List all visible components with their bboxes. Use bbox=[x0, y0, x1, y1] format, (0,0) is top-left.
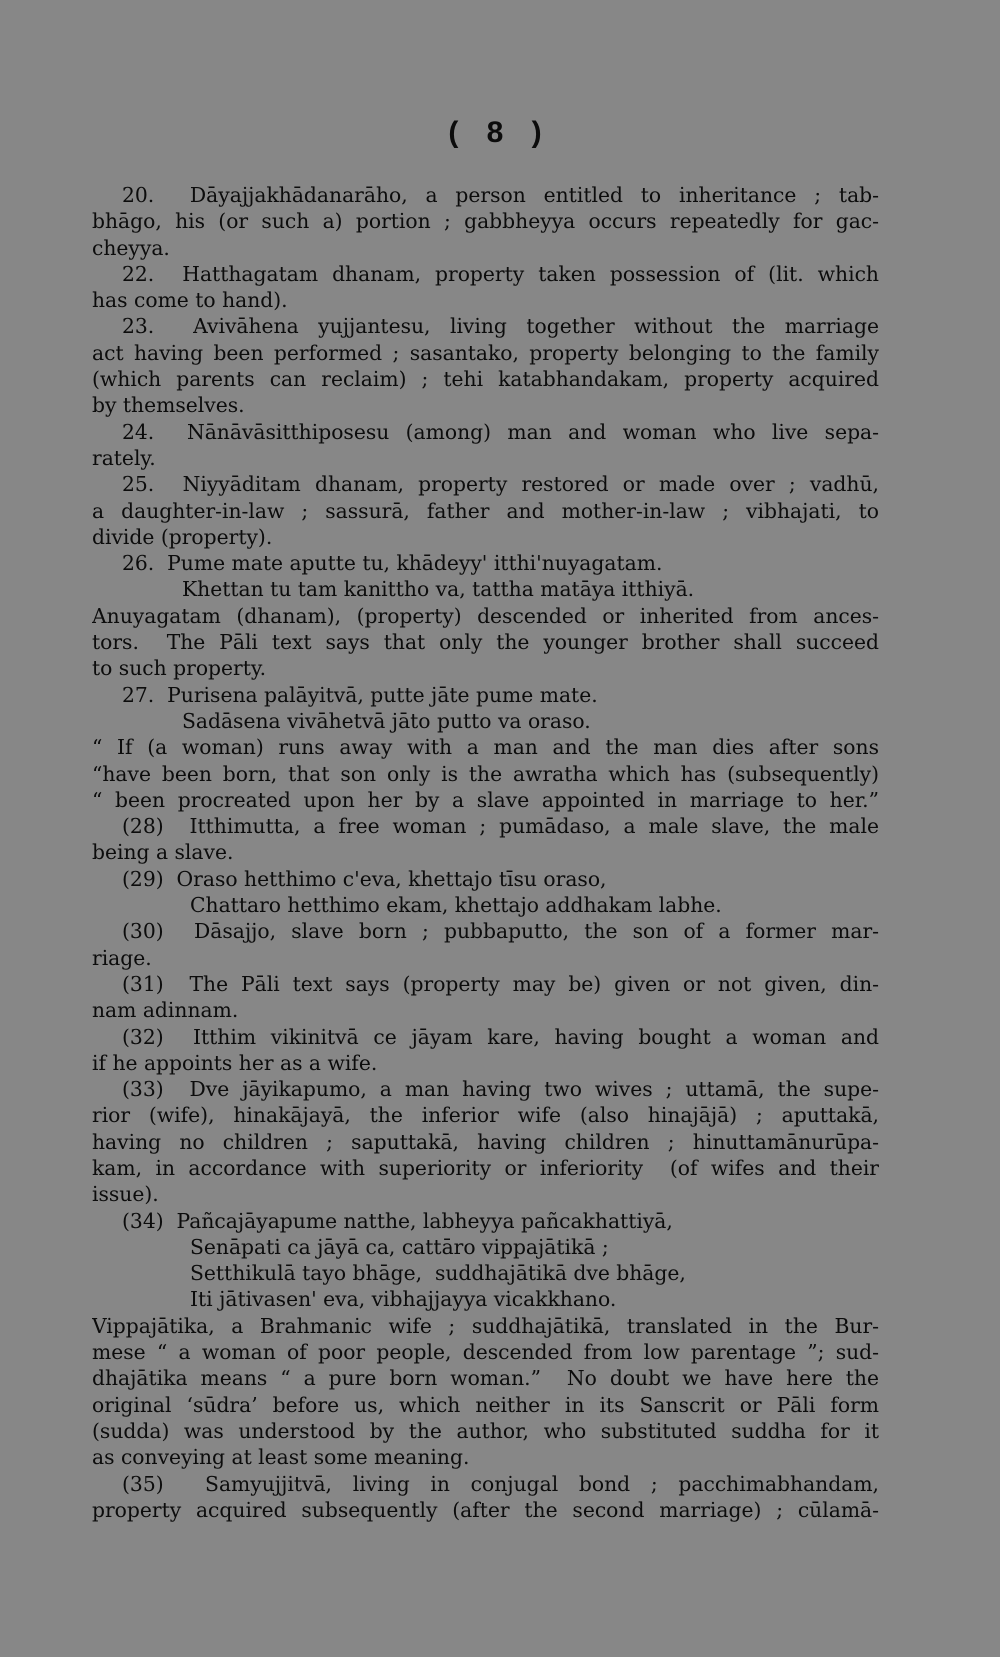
text-line: tors. The Pāli text says that only the younger brother shall succeed bbox=[92, 630, 879, 655]
text-line: act having been performed ; sasantako, property belonging to the family bbox=[92, 340, 879, 365]
text-line: (30) Dāsajjo, slave born ; pubbaputto, the son of a former mar- bbox=[122, 919, 879, 944]
text-line: Chattaro hetthimo ekam, khettajo addhakam labhe. bbox=[190, 893, 722, 918]
text-line: (sudda) was understood by the author, who substituted suddha for it bbox=[92, 1418, 879, 1443]
text-line: Sadāsena vivāhetvā jāto putto va oraso. bbox=[182, 708, 591, 733]
text-line: “ If (a woman) runs away with a man and the man dies after sons bbox=[92, 735, 879, 760]
text-line: (29) Oraso hetthimo c'eva, khettajo tīsu oraso, bbox=[122, 866, 607, 891]
text-line: Anuyagatam (dhanam), (property) descended or inherited from ances- bbox=[92, 603, 879, 628]
text-line: mese “ a woman of poor people, descended from low parentage ”; sud- bbox=[92, 1340, 879, 1365]
text-line: 23. Avivāhena yujjantesu, living together without the marriage bbox=[122, 314, 879, 339]
body-text bbox=[92, 182, 879, 1523]
text-line: 22. Hatthagatam dhanam, property taken possession of (lit. which bbox=[122, 261, 879, 286]
text-line: property acquired subsequently (after the second marriage) ; cūlamā- bbox=[92, 1497, 879, 1522]
text-line: 25. Niyyāditam dhanam, property restored or made over ; vadhū, bbox=[122, 472, 879, 497]
text-line: (33) Dve jāyikapumo, a man having two wives ; uttamā, the supe- bbox=[122, 1077, 879, 1102]
page-number: ( 8 ) bbox=[448, 116, 552, 149]
text-line: original ‘sūdra’ before us, which neither in its Sanscrit or Pāli form bbox=[92, 1392, 879, 1417]
text-line: dhajātika means “ a pure born woman.” No doubt we have here the bbox=[92, 1366, 879, 1391]
text-line: (31) The Pāli text says (property may be) given or not given, din- bbox=[122, 971, 879, 996]
text-line: 26. Pume mate aputte tu, khādeyy' itthi'nuyagatam. bbox=[122, 551, 663, 576]
text-line: (28) Itthimutta, a free woman ; pumādaso, a male slave, the male bbox=[122, 814, 879, 839]
text-line: nam adinnam. bbox=[92, 998, 239, 1023]
text-line: kam, in accordance with superiority or inferiority (of wifes and their bbox=[92, 1155, 879, 1180]
text-line: riage. bbox=[92, 945, 152, 970]
text-line: Setthikulā tayo bhāge, suddhajātikā dve bhāge, bbox=[190, 1261, 686, 1286]
text-line: Vippajātika, a Brahmanic wife ; suddhajātikā, translated in the Bur- bbox=[92, 1313, 879, 1338]
text-line: issue). bbox=[92, 1182, 159, 1207]
text-line: 20. Dāyajjakhādanarāho, a person entitled to inheritance ; tab- bbox=[122, 183, 879, 207]
text-line: 27. Purisena palāyitvā, putte jāte pume mate. bbox=[122, 682, 598, 707]
text-line: Iti jātivasen' eva, vibhajjayya vicakkhano. bbox=[190, 1287, 617, 1312]
text-line: Senāpati ca jāyā ca, cattāro vippajātikā ; bbox=[190, 1234, 609, 1259]
text-line: (34) Pañcajāyapume natthe, labheyya pañcakhattiyā, bbox=[122, 1208, 673, 1233]
text-line: “have been born, that son only is the awratha which has (subsequently) bbox=[92, 761, 879, 786]
text-line: has come to hand). bbox=[92, 288, 288, 313]
text-line: having no children ; saputtakā, having children ; hinuttamānurūpa- bbox=[92, 1129, 879, 1154]
text-line: “ been procreated upon her by a slave appointed in marriage to her.” bbox=[92, 787, 879, 812]
text-line: to such property. bbox=[92, 656, 267, 681]
text-line: cheyya. bbox=[92, 235, 170, 260]
text-line: rior (wife), hinakājayā, the inferior wife (also hinajājā) ; aputtakā, bbox=[92, 1103, 879, 1128]
text-line: a daughter-in-law ; sassurā, father and mother-in-law ; vibhajati, to bbox=[92, 498, 879, 523]
text-line: bhāgo, his (or such a) portion ; gabbheyya occurs repeatedly for gac- bbox=[92, 209, 879, 234]
text-line: (which parents can reclaim) ; tehi katabhandakam, property acquired bbox=[92, 367, 879, 392]
text-line: by themselves. bbox=[92, 393, 245, 418]
text-line: divide (property). bbox=[92, 524, 273, 549]
text-line: rately. bbox=[92, 445, 156, 470]
text-line: Khettan tu tam kanittho va, tattha matāya itthiyā. bbox=[182, 577, 695, 602]
text-line: 24. Nānāvāsitthiposesu (among) man and woman who live sepa- bbox=[122, 419, 879, 444]
text-line: (35) Samyujjitvā, living in conjugal bond ; pacchimabhandam, bbox=[122, 1471, 879, 1496]
text-line: (32) Itthim vikinitvā ce jāyam kare, having bought a woman and bbox=[122, 1024, 879, 1049]
text-line: being a slave. bbox=[92, 840, 234, 865]
text-line: as conveying at least some meaning. bbox=[92, 1445, 470, 1470]
text-line: if he appoints her as a wife. bbox=[92, 1050, 378, 1075]
